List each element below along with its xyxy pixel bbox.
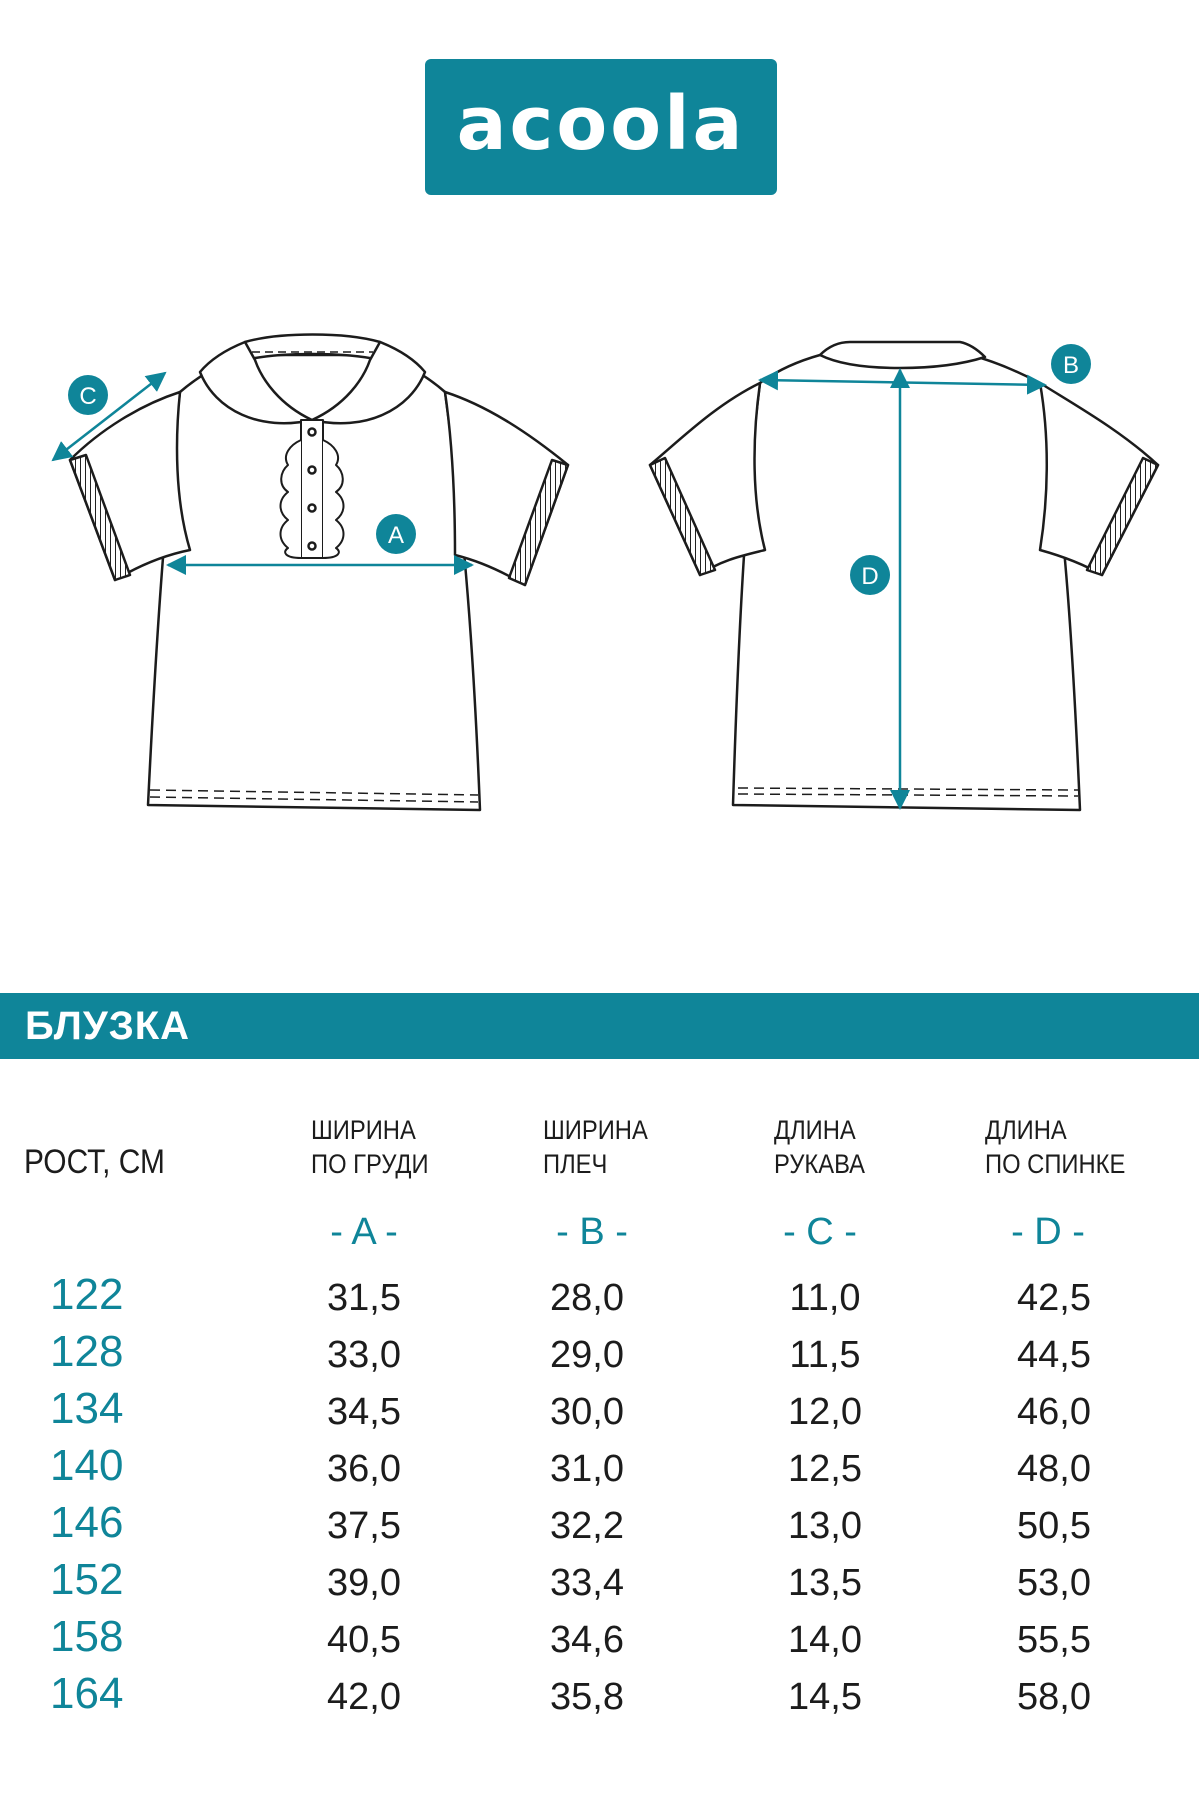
cell-c: 11,5: [789, 1334, 861, 1376]
column-code-b: - B -: [556, 1211, 628, 1253]
cell-b: 28,0: [550, 1277, 624, 1319]
column-code-a: - A -: [330, 1211, 398, 1253]
row-height: 152: [50, 1555, 124, 1604]
product-title-banner: [0, 993, 1199, 1059]
column-header-d-line1: ДЛИНА: [985, 1115, 1067, 1145]
column-header-b-line1: ШИРИНА: [543, 1115, 648, 1145]
column-code-d: - D -: [1011, 1211, 1085, 1253]
row-height: 134: [50, 1384, 124, 1433]
cell-a: 40,5: [327, 1619, 401, 1661]
cell-b: 29,0: [550, 1334, 624, 1376]
column-header-a-line1: ШИРИНА: [311, 1115, 416, 1145]
row-header-label: РОСТ, СМ: [24, 1143, 165, 1181]
cell-b: 33,4: [550, 1562, 624, 1604]
cell-c: 12,0: [788, 1391, 862, 1433]
cell-c: 13,0: [788, 1505, 862, 1547]
svg-text:B: B: [1062, 352, 1080, 379]
cell-d: 42,5: [1017, 1277, 1091, 1319]
column-header-a-line2: ПО ГРУДИ: [311, 1149, 429, 1179]
cell-d: 44,5: [1017, 1334, 1091, 1376]
column-header-c-line2: РУКАВА: [774, 1149, 866, 1179]
svg-text:A: A: [387, 522, 405, 549]
front-view: [70, 335, 568, 811]
cell-c: 12,5: [788, 1448, 862, 1490]
cell-b: 35,8: [550, 1676, 624, 1718]
cell-b: 32,2: [550, 1505, 624, 1547]
cell-b: 34,6: [550, 1619, 624, 1661]
cell-a: 34,5: [327, 1391, 401, 1433]
cell-d: 50,5: [1017, 1505, 1091, 1547]
row-height: 158: [50, 1612, 124, 1661]
row-height: 146: [50, 1498, 124, 1547]
column-code-c: - C -: [783, 1211, 857, 1253]
marker-c: [68, 375, 108, 415]
row-height: 164: [50, 1669, 124, 1718]
cell-a: 37,5: [327, 1505, 401, 1547]
cell-a: 31,5: [327, 1277, 401, 1319]
row-height: 122: [50, 1270, 124, 1319]
column-header-d-line2: ПО СПИНКЕ: [985, 1149, 1126, 1179]
row-height: 128: [50, 1327, 124, 1376]
cell-d: 46,0: [1017, 1391, 1091, 1433]
row-height: 140: [50, 1441, 124, 1490]
cell-c: 14,0: [788, 1619, 862, 1661]
cell-a: 36,0: [327, 1448, 401, 1490]
cell-a: 42,0: [327, 1676, 401, 1718]
marker-d: [850, 555, 890, 595]
cell-a: 39,0: [327, 1562, 401, 1604]
cell-d: 58,0: [1017, 1676, 1091, 1718]
back-view: [650, 342, 1158, 810]
cell-c: 11,0: [789, 1277, 861, 1319]
svg-text:D: D: [861, 563, 879, 590]
garment-diagrams: [0, 300, 1199, 840]
product-title: БЛУЗКА: [25, 1004, 191, 1048]
logo-text: acoola: [456, 81, 746, 167]
cell-b: 31,0: [550, 1448, 624, 1490]
column-header-b-line2: ПЛЕЧ: [543, 1149, 608, 1179]
cell-b: 30,0: [550, 1391, 624, 1433]
cell-c: 13,5: [788, 1562, 862, 1604]
cell-d: 55,5: [1017, 1619, 1091, 1661]
marker-b: [1051, 344, 1091, 384]
svg-text:C: C: [79, 383, 97, 410]
cell-d: 48,0: [1017, 1448, 1091, 1490]
cell-c: 14,5: [788, 1676, 862, 1718]
column-header-c-line1: ДЛИНА: [774, 1115, 856, 1145]
cell-d: 53,0: [1017, 1562, 1091, 1604]
marker-a: [376, 514, 416, 554]
cell-a: 33,0: [327, 1334, 401, 1376]
brand-logo: [425, 59, 777, 195]
